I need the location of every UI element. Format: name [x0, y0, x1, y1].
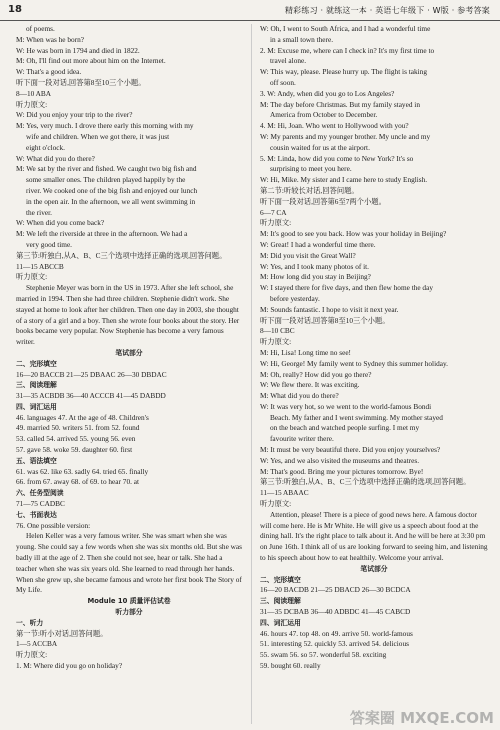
text-line: 笔试部分 — [115, 348, 143, 357]
text-line: W: He was born in 1794 and died in 1822. — [16, 45, 140, 55]
text-line: Attention, please! There is a piece of good news here. A famous doctor will come here. He is Mr White. He will give us a speech about food at the dining hall. It's the right place to talk about it. And he will be here at 3:30 pm on June 16th. I think all of us are looking forward to seeing him, and listening to his speech about how to eat healthily. Welcome your arrival. — [260, 509, 488, 563]
text-line: 11—15 ABAAC — [260, 488, 309, 498]
text-line: 二、完形填空 — [16, 359, 57, 368]
text-line: 四、词汇运用 — [16, 402, 57, 411]
text-line: M: We sat by the river and fished. We caught two big fish and — [16, 164, 197, 174]
text-line: 46. hours 47. top 48. on 49. arrive 50. world-famous — [260, 628, 413, 638]
text-line: Beach. My father and I went swimming. My mother stayed — [270, 412, 443, 422]
text-line: the river. — [26, 207, 52, 217]
column-divider — [251, 24, 252, 724]
text-line: M: How long did you stay in Beijing? — [260, 272, 371, 282]
text-line: 一、听力 — [16, 618, 44, 627]
text-line: 4. M: Hi, Joan. Who went to Hollywood with you? — [260, 121, 409, 131]
text-line: 31—35 DCBAB 36—40 ADBDC 41—45 CABCD — [260, 607, 411, 617]
text-line: M: Did you visit the Great Wall? — [260, 250, 356, 260]
text-line: W: That's a good idea. — [16, 67, 82, 77]
text-line: 二、完形填空 — [260, 575, 301, 584]
text-line: Stephenie Meyer was born in the US in 1973. After she left school, she married in 1994. Then she had three children. Stephenie didn't work. She stayed at home to look after her children. Then one day in 2003, she thought of a story of a girl and a boy. Then she wrote four books about the story. Her books became very popular. Now Stephenie has become a very famous writer. — [16, 283, 240, 347]
text-line: W: Oh, I went to South Africa, and I had a wonderful time — [260, 24, 431, 33]
text-line: very good time. — [26, 239, 73, 249]
text-line: 61. was 62. like 63. sadly 64. tried 65. finally — [16, 466, 149, 476]
text-line: 8—10 CBC — [260, 326, 295, 336]
text-line: 8—10 ABA — [16, 88, 52, 98]
text-line: 6—7 CA — [260, 207, 287, 217]
text-line: M: Oh, really? How did you go there? — [260, 369, 372, 379]
text-line: on the beach and watched people surfing. I met my — [270, 423, 420, 433]
text-line: favourite writer there. — [270, 434, 334, 444]
text-line: W: My parents and my younger brother. My uncle and my — [260, 131, 431, 141]
text-line: 59. bought 60. really — [260, 661, 321, 671]
text-line: before yesterday. — [270, 293, 320, 303]
text-line: W: When did you come back? — [16, 218, 105, 228]
text-line: 笔试部分 — [360, 564, 388, 573]
text-line: 51. interesting 52. quickly 53. arrived 54. delicious — [260, 639, 409, 649]
text-line: 听力原文: — [260, 337, 292, 347]
text-line: W: We flew there. It was exciting. — [260, 380, 360, 390]
text-line: 听力原文: — [260, 218, 292, 228]
text-line: 第三节:听独白,从A、B、C三个选项中选择正确的选项,回答问题。 — [260, 477, 471, 487]
text-line: 三、阅读理解 — [260, 597, 301, 606]
text-line: W: It was very hot, so we went to the world-famous Bondi — [260, 401, 432, 411]
text-line: W: I stayed there for five days, and then flew home the day — [260, 283, 433, 293]
text-line: 听力部分 — [115, 608, 143, 617]
text-line: America from October to December. — [270, 110, 378, 120]
text-line: travel alone. — [270, 56, 307, 66]
text-line: 六、任务型阅读 — [16, 489, 64, 498]
text-line: W: Did you enjoy your trip to the river? — [16, 110, 133, 120]
text-line: 四、词汇运用 — [260, 618, 301, 627]
text-line: 3. W: Andy, when did you go to Los Angeles? — [260, 88, 395, 98]
text-line: 1—5 ACCBA — [16, 639, 58, 649]
text-line: M: What did you do there? — [260, 391, 339, 401]
text-line: 49. married 50. writers 51. from 52. found — [16, 423, 140, 433]
text-line: 66. from 67. away 68. of 69. to hear 70. at — [16, 477, 140, 487]
text-line: M: The day before Christmas. But my family stayed in — [260, 99, 420, 109]
text-line: wife and children. When we got there, it was just — [26, 131, 170, 141]
text-line: 2. M: Excuse me, where can I check in? It's my first time to — [260, 45, 435, 55]
text-line: M: We left the riverside at three in the afternoon. We had a — [16, 229, 188, 239]
text-line: M: Sounds fantastic. I hope to visit it next year. — [260, 304, 399, 314]
text-line: 11—15 ABCCB — [16, 261, 64, 271]
text-line: cousin waited for us at the airport. — [270, 142, 370, 152]
text-line: W: What did you do there? — [16, 153, 95, 163]
text-line: 听力原文: — [260, 499, 292, 509]
text-line: M: It's good to see you back. How was your holiday in Beijing? — [260, 229, 447, 239]
text-line: 听力原文: — [16, 99, 48, 109]
text-line: 三、阅读理解 — [16, 381, 57, 390]
text-line: 46. languages 47. At the age of 48. Children's — [16, 412, 149, 422]
text-line: W: This way, please. Please hurry up. The flight is taking — [260, 67, 427, 77]
text-line: in the open air. In the afternoon, we all went swimming in — [26, 196, 196, 206]
text-line: W: Hi, George! My family went to Sydney this summer holiday. — [260, 358, 449, 368]
text-line: 第三节:听独白,从A、B、C三个选项中选择正确的选项,回答问题。 — [16, 250, 227, 260]
text-line: of poems. — [26, 24, 55, 33]
text-line: in a small town there. — [270, 34, 334, 44]
text-line: M: Oh, I'll find out more about him on the Internet. — [16, 56, 166, 66]
text-line: 16—20 BACCB 21—25 DBAAC 26—30 DBDAC — [16, 369, 167, 379]
text-line: W: Hi, Mike. My sister and I came here to study English. — [260, 175, 428, 185]
page-number: 18 — [8, 4, 22, 15]
text-line: W: Great! I had a wonderful time there. — [260, 239, 376, 249]
text-line: M: Hi, Lisa! Long time no see! — [260, 347, 351, 357]
text-line: 听力原文: — [16, 650, 48, 660]
text-line: eight o'clock. — [26, 142, 66, 152]
page-header — [0, 0, 500, 21]
text-line: 16—20 BACDB 21—25 DBACD 26—30 BCDCA — [260, 585, 411, 595]
text-line: 5. M: Linda, how did you come to New York? It's so — [260, 153, 414, 163]
text-line: 71—75 CADBC — [16, 499, 65, 509]
header-title: 精彩练习 · 就练这一本 · 英语七年级下 · W版 · 参考答案 — [284, 6, 490, 15]
right-column — [260, 24, 488, 672]
text-line: 57. gave 58. woke 59. daughter 60. first — [16, 445, 133, 455]
text-line: 76. One possible version: — [16, 520, 91, 530]
text-line: W: Yes, and I took many photos of it. — [260, 261, 369, 271]
text-line: M: Yes, very much. I drove there early this morning with my — [16, 121, 194, 131]
text-line: M: When was he born? — [16, 34, 84, 44]
text-line: 五、语法填空 — [16, 456, 57, 465]
text-line: 1. M: Where did you go on holiday? — [16, 661, 123, 671]
text-line: surprising to meet you here. — [270, 164, 352, 174]
text-line: 31—35 ACBDB 36—40 ACCCB 41—45 DABDD — [16, 391, 166, 401]
text-line: 第一节:听小对话,回答问题。 — [16, 628, 108, 638]
text-line: some smaller ones. The children played happily by the — [26, 175, 186, 185]
text-line: 听下面一段对话,回答第8至10三个小题。 — [260, 315, 390, 325]
text-line: Helen Keller was a very famous writer. She was smart when she was young. She could say a few words when she was six months old. But she was badly ill at the age of 2. Then she could not see, hear or talk. She had a teacher when she was six years old. She learned to read through her hands. When she grew up, she became famous and wrote her first book The Story of My Life. — [16, 531, 242, 595]
text-line: river. We cooked one of the big fish and enjoyed our lunch — [26, 185, 198, 195]
text-line: off soon. — [270, 77, 296, 87]
watermark-logo: 答案圈 MXQE.COM — [349, 709, 494, 727]
text-line: 听力原文: — [16, 272, 48, 282]
text-line: M: It must be very beautiful there. Did you enjoy yourselves? — [260, 445, 441, 455]
text-line: 53. called 54. arrived 55. young 56. even — [16, 434, 136, 444]
text-line: M: That's good. Bring me your pictures tomorrow. Bye! — [260, 466, 424, 476]
text-line: W: Yes, and we also visited the museums and theatres. — [260, 455, 420, 465]
text-line: 听下面一段对话,回答第6至7两个小题。 — [260, 196, 386, 206]
left-column — [16, 24, 242, 672]
text-line: Module 10 质量评估试卷 — [87, 597, 171, 606]
text-line: 第二节:听较长对话,回答问题。 — [260, 185, 359, 195]
text-line: 听下面一段对话,回答第8至10三个小题。 — [16, 77, 146, 87]
text-line: 55. swam 56. so 57. wonderful 58. exciting — [260, 650, 387, 660]
text-line: 七、书面表达 — [16, 510, 57, 519]
